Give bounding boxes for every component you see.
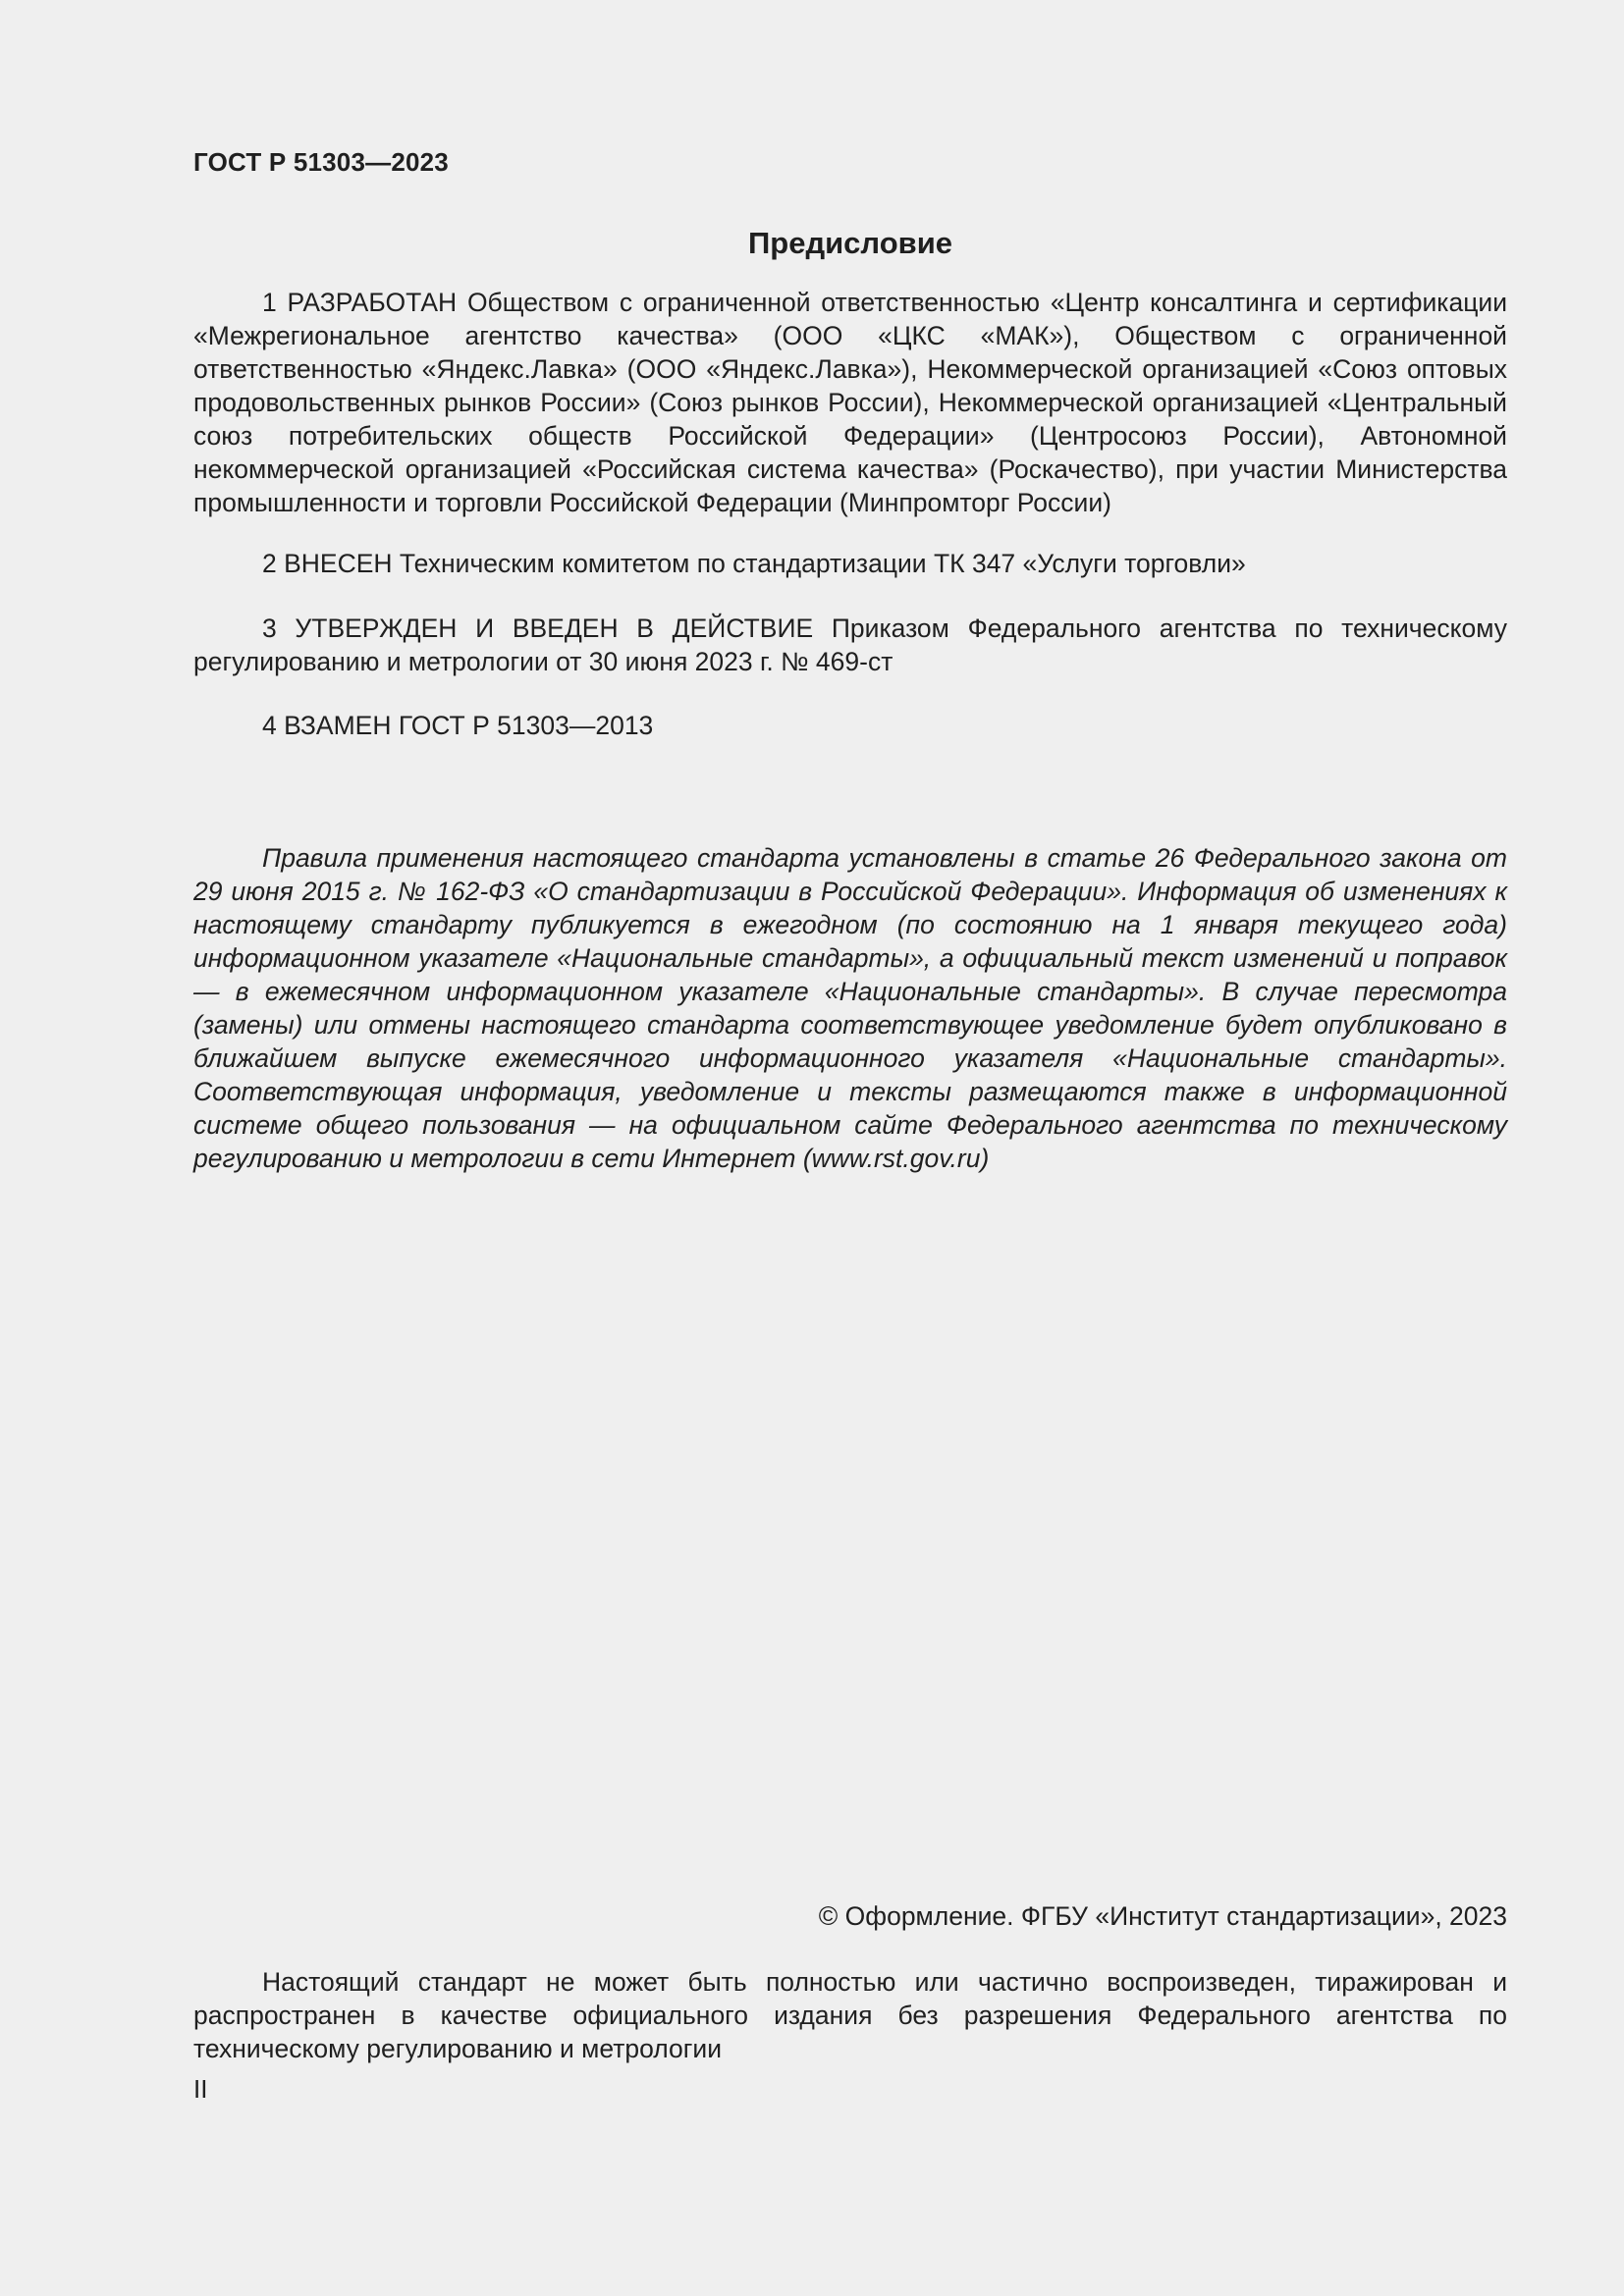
page-number: II bbox=[193, 2074, 208, 2104]
reproduction-notice: Настоящий стандарт не может быть полностью или частично воспроизведен, тиражирован и распространен в качестве официального издания без разрешения Федерального агентства по техническому регулированию и метрологии bbox=[193, 1967, 1507, 2063]
foreword-item-3: 3 УТВЕРЖДЕН И ВВЕДЕН В ДЕЙСТВИЕ Приказом Федерального агентства по техническому регулированию и метрологии от 30 июня 2023 г. № 469-ст bbox=[193, 614, 1507, 676]
application-rules-note: Правила применения настоящего стандарта установлены в статье 26 Федерального закона от 29 июня 2015 г. № 162-ФЗ «О стандартизации в Российской Федерации». Информация об изменениях к настоящему стандарту публикуется в ежегодном (по состоянию на 1 января текущего года) информационном указателе «Национальные стандарты», а официальный текст изменений и поправок — в ежемесячном информационном указателе «Национальные стандарты». В случае пересмотра (замены) или отмены настоящего стандарта соответствующее уведомление будет опубликовано в ближайшем выпуске ежемесячного информационного указателя «Национальные стандарты». Соответствующая информация, уведомление и тексты размещаются также в информационной системе общего пользования — на официальном сайте Федерального агентства по техническому регулированию и метрологии в сети Интернет (www.rst.gov.ru) bbox=[193, 843, 1507, 1173]
foreword-item-1: 1 РАЗРАБОТАН Обществом с ограниченной ответственностью «Центр консалтинга и сертификации «Межрегиональное агентство качества» (ООО «ЦКС «МАК»), Обществом с ограниченной ответственностью «Яндекс.Лавка» (ООО «Яндекс.Лавка»), Некоммерческой организацией «Союз оптовых продовольственных рынков России» (Союз рынков России), Некоммерческой организацией «Центральный союз потребительских обществ Российской Федерации» (Центросоюз России), Автономной некоммерческой организацией «Российская система качества» (Роскачество), при участии Министерства промышленности и торговли Российской Федерации (Минпромторг России) bbox=[193, 288, 1507, 517]
section-title: Предисловие bbox=[747, 226, 952, 260]
foreword-item-4: 4 ВЗАМЕН ГОСТ Р 51303—2013 bbox=[262, 711, 654, 740]
foreword-item-2: 2 ВНЕСЕН Техническим комитетом по стандартизации ТК 347 «Услуги торговли» bbox=[262, 549, 1246, 578]
copyright-line: © Оформление. ФГБУ «Институт стандартизации», 2023 bbox=[818, 1901, 1507, 1931]
document-id: ГОСТ Р 51303—2023 bbox=[193, 147, 449, 177]
